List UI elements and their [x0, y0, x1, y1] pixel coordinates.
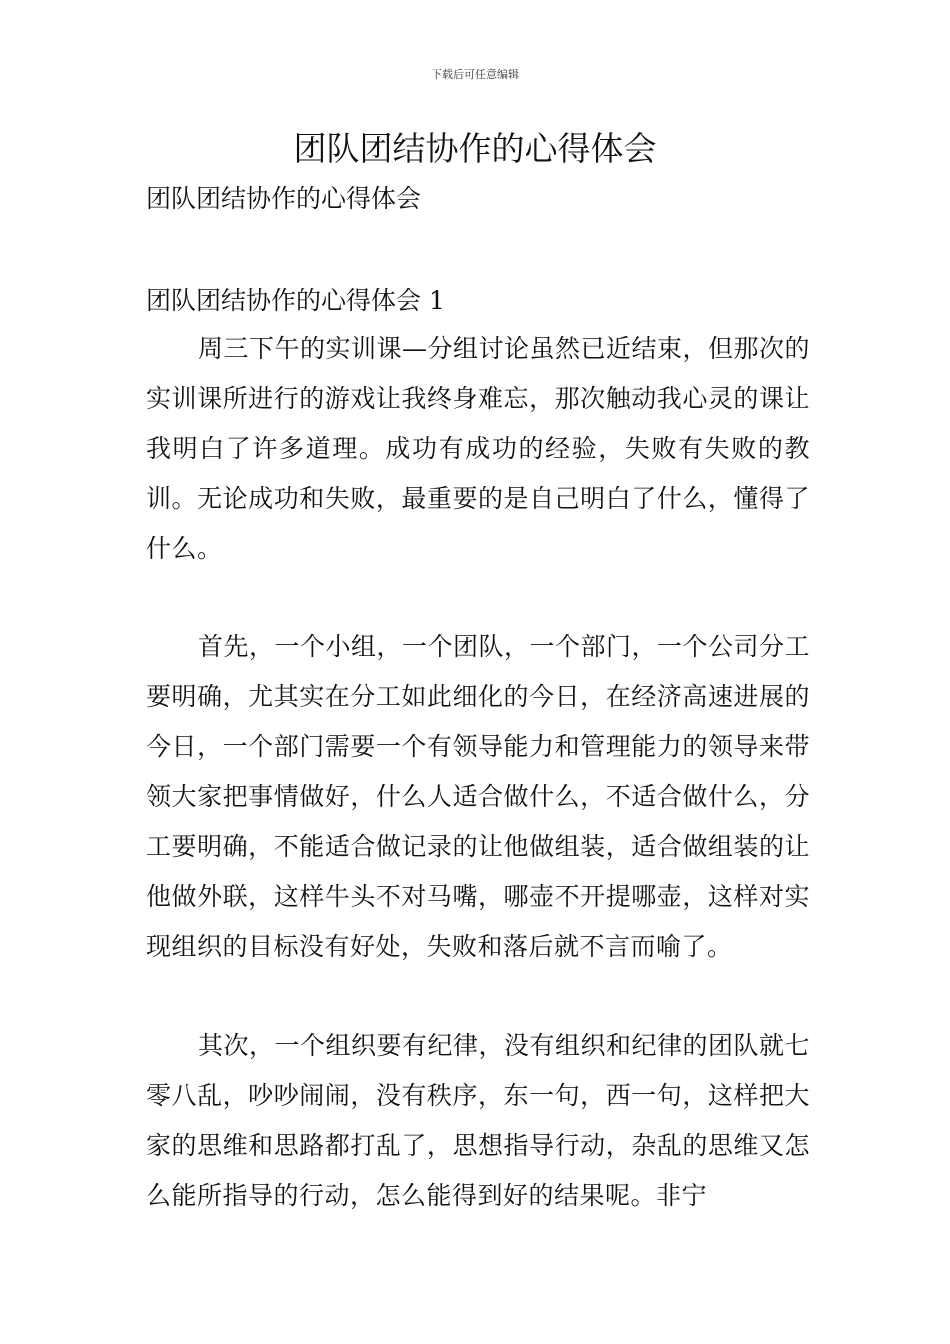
paragraph-2: 首先，一个小组，一个团队，一个部门，一个公司分工要明确，尤其实在分工如此细化的今日，在经济高速进展的今日，一个部门需要一个有领导能力和管理能力的领导来带领大家把事情做好，什么人适合做什么，不适合做什么，分工要明确，不能适合做记录的让他做组装，适合做组装的让他做外联，这样牛头不对马嘴，哪壶不开提哪壶，这样对实现组织的目标没有好处，失败和落后就不言而喻了。: [146, 632, 811, 961]
document-subtitle: 团队团结协作的心得体会: [146, 184, 422, 213]
document-title: 团队团结协作的心得体会: [293, 129, 657, 168]
header-note: 下载后可任意编辑: [431, 68, 519, 81]
paragraph-1: 周三下午的实训课—分组讨论虽然已近结束，但那次的实训课所进行的游戏让我终身难忘，那次触动我心灵的课让我明白了许多道理。成功有成功的经验，失败有失败的教训。无论成功和失败，最重要的是自己明白了什么，懂得了什么。: [146, 334, 811, 563]
paragraph-3: 其次，一个组织要有纪律，没有组织和纪律的团队就七零八乱，吵吵闹闹，没有秩序，东一句，西一句，这样把大家的思维和思路都打乱了，思想指导行动，杂乱的思维又怎么能所指导的行动，怎么能得到好的结果呢。非宁: [146, 1031, 811, 1210]
section-heading: 团队团结协作的心得体会 1: [146, 286, 445, 315]
